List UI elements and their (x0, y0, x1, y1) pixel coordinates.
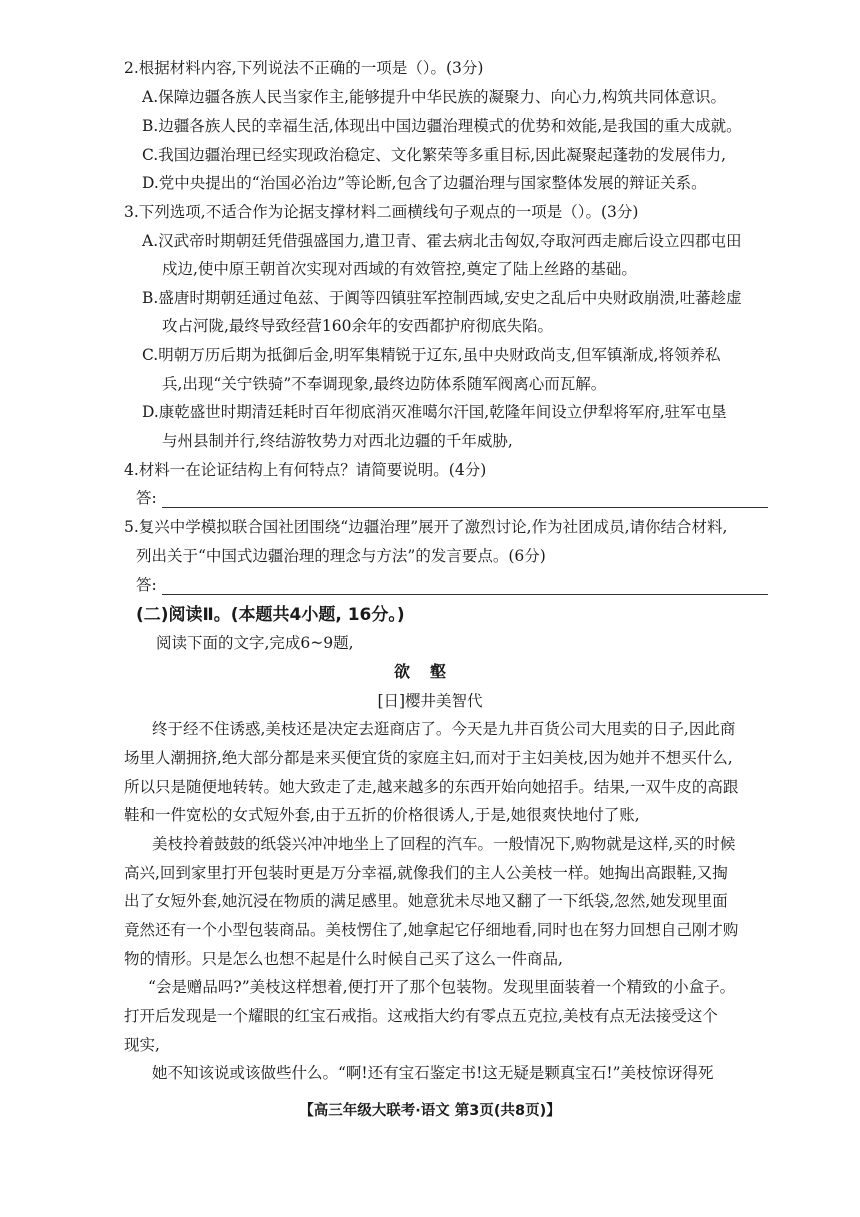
story-title: 欲壑 (393, 662, 466, 681)
q5-stem-line1: 5.复兴中学模拟联合国社团围绕“边疆治理”展开了激烈讨论,作为社团成员,请你结合材料, (124, 518, 728, 536)
q2-option-b: B.边疆各族人民的幸福生活,体现出中国边疆治理模式的优势和效能,是我国的重大成就。 (142, 117, 742, 135)
q3-option-b-line2: 攻占河陇,最终导致经营160余年的安西都护府彻底失陷。 (162, 317, 554, 335)
q4-stem: 4.材料一在论证结构上有何特点？请简要说明。(4分) (124, 461, 487, 479)
section-heading: (二)阅读Ⅱ。(本题共4小题, 16分。) (136, 605, 405, 625)
story-p3-line: 现实, (124, 1036, 160, 1054)
q5-stem-line2: 列出关于“中国式边疆治理的理念与方法”的发言要点。(6分) (136, 547, 546, 565)
story-p2-line: 美枝拎着鼓鼓的纸袋兴冲冲地坐上了回程的汽车。一般情况下,购物就是这样,买的时候 (152, 835, 736, 853)
story-p1-line: 所以只是随便地转转。她大致走了走,越来越多的东西开始向她招手。结果,一双牛皮的高跟 (124, 778, 739, 796)
section-instruction: 阅读下面的文字,完成6~9题, (156, 634, 354, 652)
q2-stem: 2.根据材料内容,下列说法不正确的一项是（）。(3分) (124, 59, 484, 77)
story-p1-line: 鞋和一件宽松的女式短外套,由于五折的价格很诱人,于是,她很爽快地付了账, (124, 806, 640, 824)
page-footer: 【高三年级大联考·语文 第3页(共8页)】 (299, 1103, 561, 1119)
story-p1-line: 终于经不住诱惑,美枝还是决定去逛商店了。今天是九井百货公司大甩卖的日子,因此商 (152, 720, 736, 738)
q5-answer-label: 答: (136, 576, 157, 594)
story-p1-line: 场里人潮拥挤,绝大部分都是来买便宜货的家庭主妇,而对于主妇美枝,因为她并不想买什么, (124, 749, 733, 767)
q2-option-d: D.党中央提出的“治国必治边”等论断,包含了边疆治理与国家整体发展的辩证关系。 (142, 174, 707, 192)
story-author: [日]樱井美智代 (377, 692, 483, 710)
story-p4-line: 她不知该说或该做些什么。“啊!还有宝石鉴定书!这无疑是颗真宝石!”美枝惊讶得死 (152, 1064, 714, 1082)
q3-option-d-line1: D.康乾盛世时期清廷耗时百年彻底消灭准噶尔汗国,乾隆年间设立伊犁将军府,驻军屯垦 (142, 403, 727, 421)
q3-option-d-line2: 与州县制并行,终结游牧势力对西北边疆的千年威胁, (162, 432, 513, 450)
q2-option-c: C.我国边疆治理已经实现政治稳定、文化繁荣等多重目标,因此凝聚起蓬勃的发展伟力, (142, 146, 727, 164)
story-p2-line: 高兴,回到家里打开包装时更是万分幸福,就像我们的主人公美枝一样。她掏出高跟鞋,又掏 (124, 864, 728, 882)
q3-option-a-line2: 戍边,使中原王朝首次实现对西域的有效管控,奠定了陆上丝路的基础。 (162, 260, 637, 278)
q3-option-c-line2: 兵,出现“关宁铁骑”不奉调现象,最终边防体系随军阀离心而瓦解。 (162, 375, 607, 393)
story-p2-line: 出了女短外套,她沉浸在物质的满足感里。她意犹未尽地又翻了一下纸袋,忽然,她发现里面 (124, 892, 728, 910)
q5-answer-line[interactable] (162, 594, 768, 595)
q3-option-a-line1: A.汉武帝时期朝廷凭借强盛国力,遣卫青、霍去病北击匈奴,夺取河西走廊后设立四郡屯田 (142, 232, 742, 250)
q4-answer-line[interactable] (162, 507, 768, 508)
q3-option-b-line1: B.盛唐时期朝廷通过龟兹、于阗等四镇驻军控制西域,安史之乱后中央财政崩溃,吐蕃趁虚 (142, 289, 742, 307)
story-p3-line: 打开后发现是一个耀眼的红宝石戒指。这戒指大约有零点五克拉,美枝有点无法接受这个 (124, 1007, 718, 1025)
q4-answer-label: 答: (136, 489, 157, 507)
story-p2-line: 物的情形。只是怎么也想不起是什么时候自己买了这么一件商品, (124, 950, 563, 968)
q3-stem: 3.下列选项,不适合作为论据支撑材料二画横线句子观点的一项是（）。(3分) (124, 203, 639, 221)
story-p3-line: “会是赠品吗?”美枝这样想着,便打开了那个包装物。发现里面装着一个精致的小盒子。 (148, 978, 736, 996)
q3-option-c-line1: C.明朝万历后期为抵御后金,明军集精锐于辽东,虽中央财政尚支,但军镇渐成,将领养私 (142, 346, 721, 364)
q2-option-a: A.保障边疆各族人民当家作主,能够提升中华民族的凝聚力、向心力,构筑共同体意识。 (142, 88, 726, 106)
story-p2-line: 竟然还有一个小型包装商品。美枝愣住了,她拿起它仔细地看,同时也在努力回想自己刚才购 (124, 921, 739, 939)
